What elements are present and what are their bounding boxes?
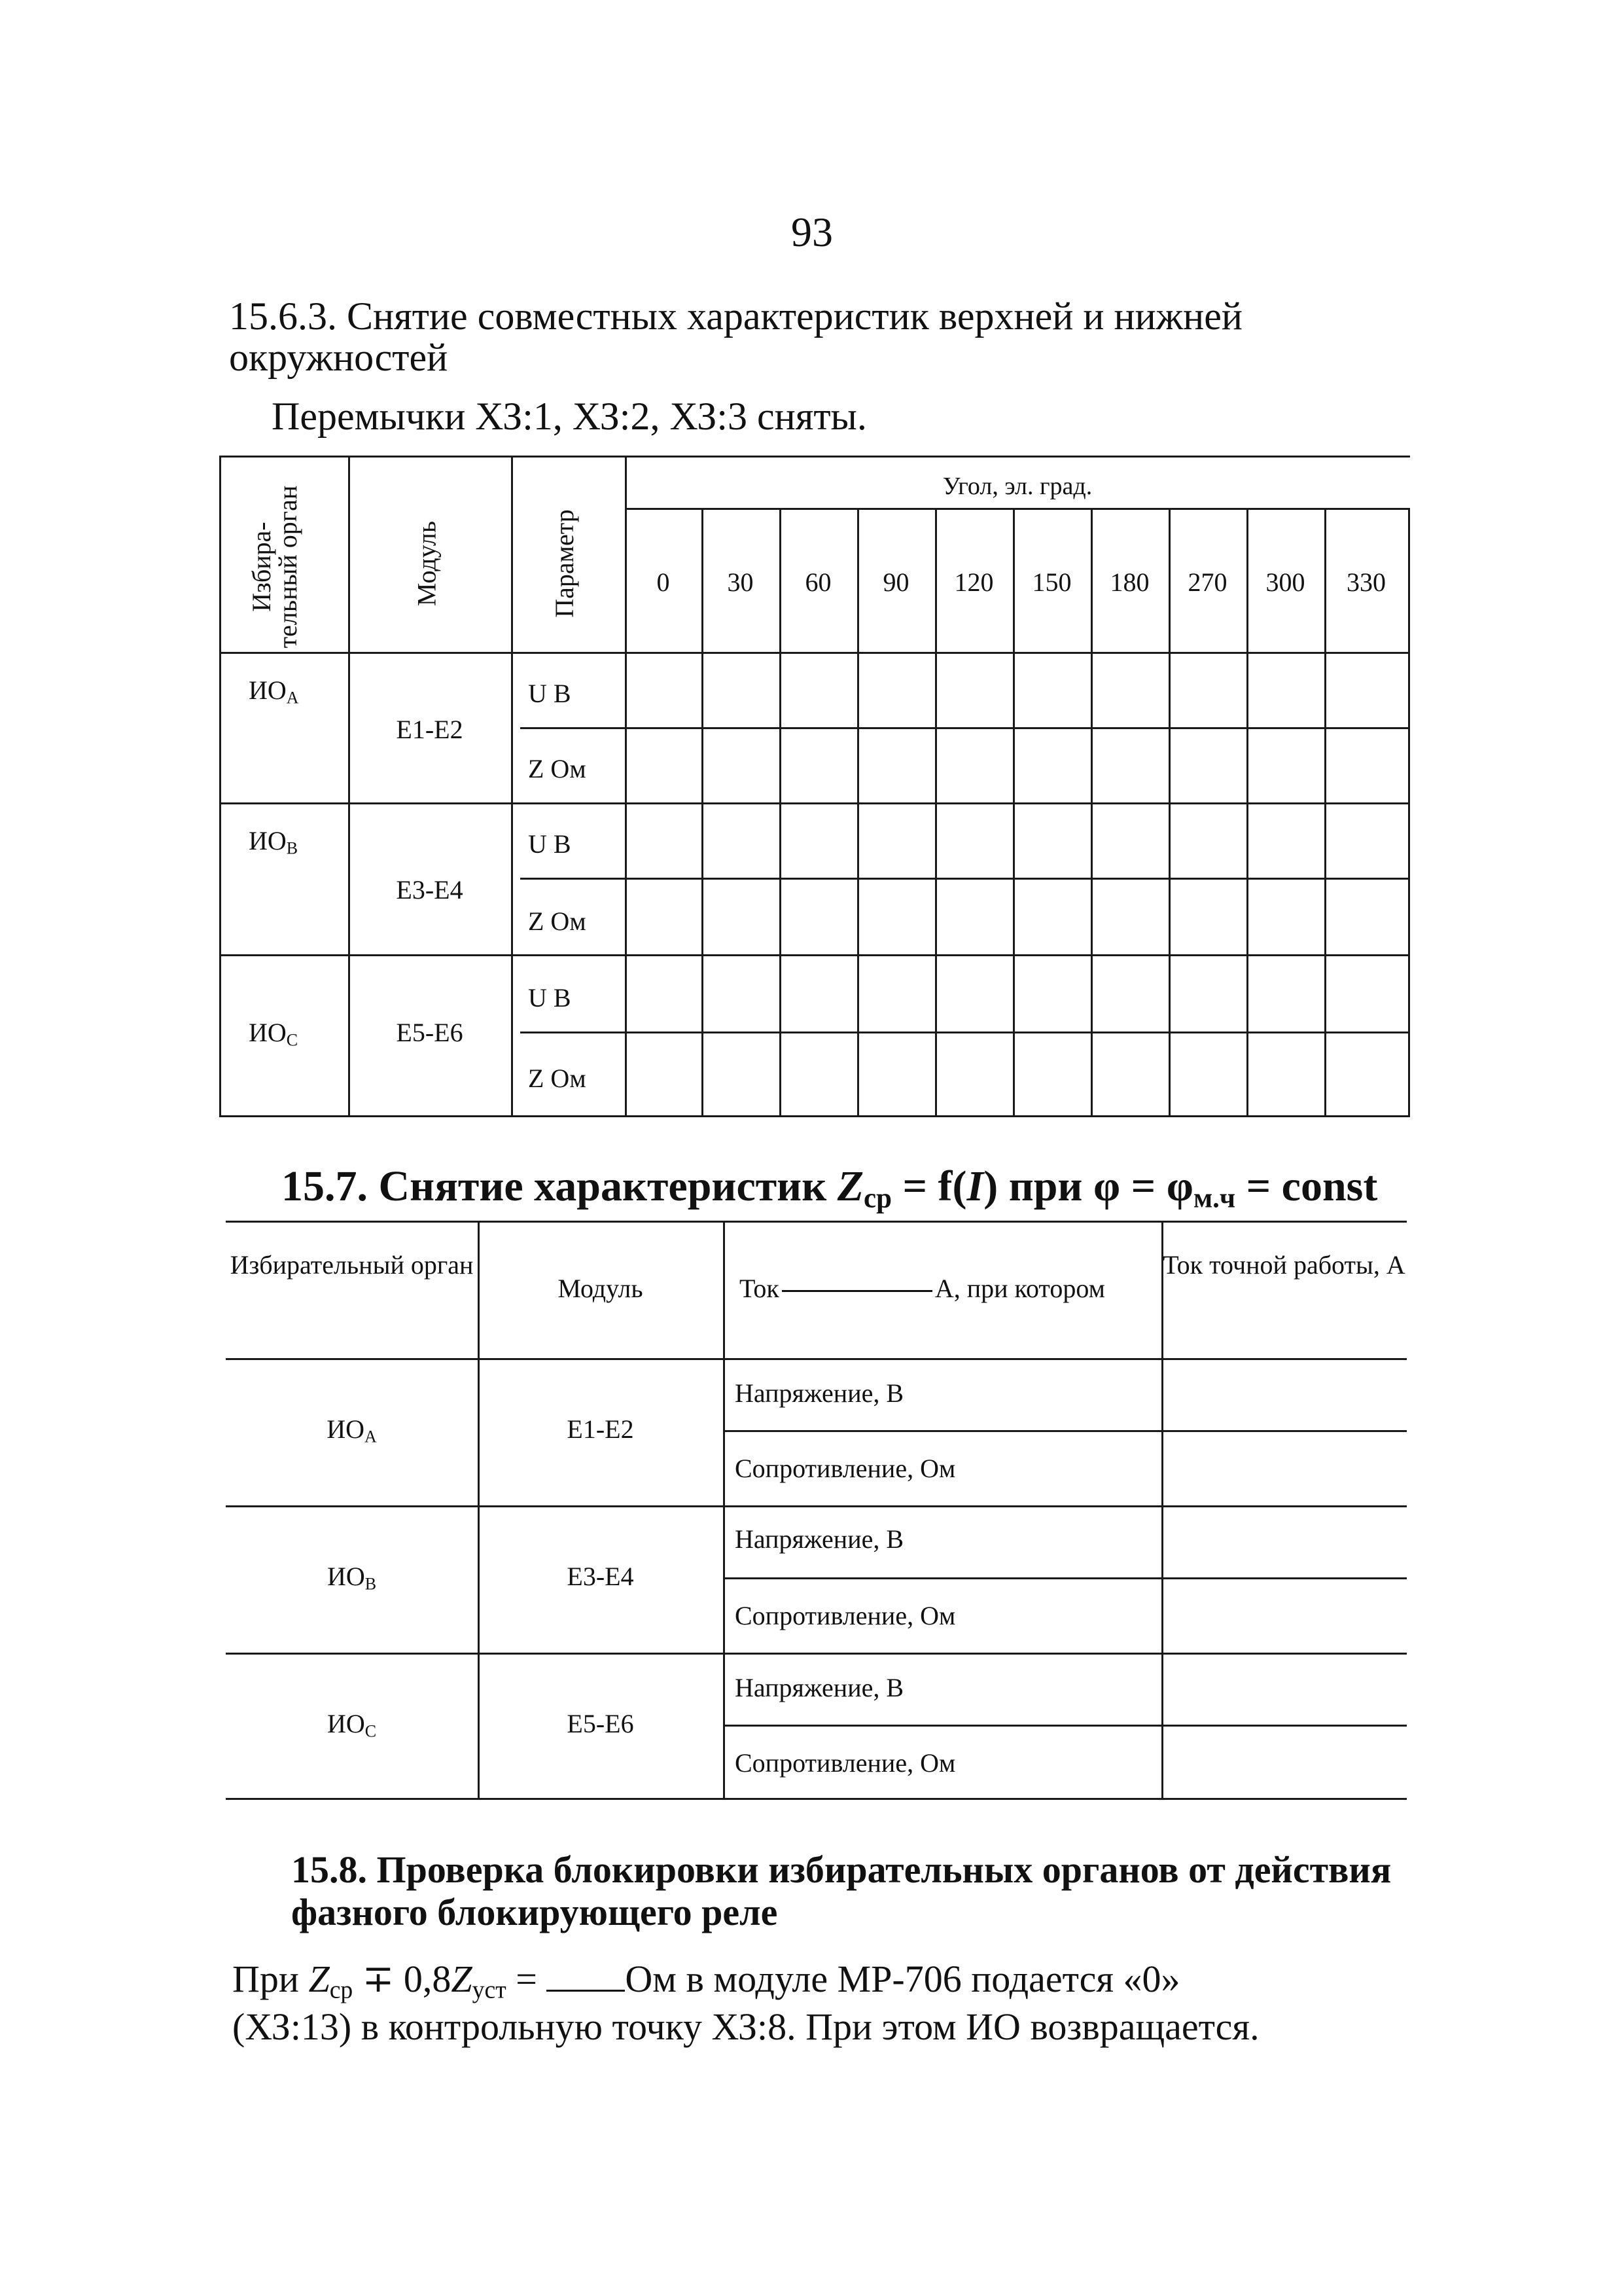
organ-b: $ИО_B$ [327, 1562, 377, 1594]
param-u: U В [528, 829, 571, 859]
row-resistance: Сопротивление, Ом [735, 1454, 956, 1483]
organ-a: $ИО_A$ [327, 1414, 377, 1446]
angle-180: 180 [1110, 567, 1150, 597]
param-u: U В [528, 679, 571, 708]
param-u: U В [528, 983, 571, 1013]
module-e3-e4: Е3-Е4 [396, 875, 463, 905]
angle-0: 0 [656, 567, 670, 597]
module-e5-e6: Е5-Е6 [567, 1709, 634, 1738]
module-e3-e4: Е3-Е4 [567, 1562, 634, 1591]
section-heading-15-8: 15.8. Проверка блокировки избирательных органов от действия фазного блокирующего реле [291, 1848, 1392, 1933]
module-e5-e6: Е5-Е6 [396, 1018, 463, 1047]
resistance-blank[interactable] [546, 1990, 625, 1992]
current-blank[interactable] [782, 1290, 932, 1292]
row-voltage: Напряжение, В [735, 1673, 904, 1702]
page-number: 93 [791, 209, 833, 255]
section-heading-15-6-3: 15.6.3. Снятие совместных характеристик верхней и нижней окружностей [229, 295, 1243, 379]
param-z: Z Ом [528, 1064, 586, 1093]
angle-90: 90 [883, 567, 909, 597]
angle-300: 300 [1265, 567, 1305, 597]
angle-150: 150 [1032, 567, 1072, 597]
header-organ: Избирательный орган [230, 1250, 474, 1280]
header-current: Ток А, при котором [739, 1274, 1105, 1303]
header-module: Модуль [557, 1274, 643, 1303]
row-voltage: Напряжение, В [735, 1524, 904, 1554]
section-heading-15-7: 15.7. Снятие характеристик $Z_{ср} = f(I)$ при $\varphi = \varphi_{м.ч}$ = const [281, 1162, 1378, 1214]
row-resistance: Сопротивление, Ом [735, 1748, 956, 1778]
header-parameter: Параметр [550, 509, 579, 618]
angle-270: 270 [1188, 567, 1227, 597]
organ-a: $ИО_A$ [249, 675, 299, 708]
jumpers-note: Перемычки ХЗ:1, ХЗ:2, ХЗ:3 сняты. [272, 395, 867, 438]
organ-b: $ИО_B$ [249, 826, 298, 858]
header-organ: Избира-тельный орган [247, 485, 302, 649]
header-angle: Угол, эл. град. [942, 473, 1093, 500]
angle-60: 60 [805, 567, 832, 597]
module-e1-e2: Е1-Е2 [567, 1414, 634, 1444]
angle-120: 120 [954, 567, 994, 597]
row-resistance: Сопротивление, Ом [735, 1601, 956, 1630]
param-z: Z Ом [528, 754, 586, 783]
module-e1-e2: Е1-Е2 [396, 715, 463, 744]
section-15-8-paragraph: При $Z_{ср} \mp 0,8Z_{уст}$ = Ом в модуле МР-706 подается «0» (ХЗ:13) в контрольную точку ХЗ:8. При этом ИО возвращается. [232, 1957, 1420, 2049]
angle-30: 30 [727, 567, 754, 597]
angle-330: 330 [1347, 567, 1386, 597]
characteristics-table [219, 456, 1410, 1118]
current-characteristics-table [226, 1221, 1407, 1800]
param-z: Z Ом [528, 906, 586, 936]
organ-c: $ИО_C$ [249, 1018, 298, 1050]
header-module: Модуль [412, 520, 442, 607]
paragraph-line-2: (ХЗ:13) в контрольную точку ХЗ:8. При этом ИО возвращается. [232, 2005, 1260, 2048]
header-precise-current: Ток точной работы, А [1163, 1250, 1405, 1280]
organ-c: $ИО_C$ [327, 1709, 377, 1741]
row-voltage: Напряжение, В [735, 1378, 904, 1408]
